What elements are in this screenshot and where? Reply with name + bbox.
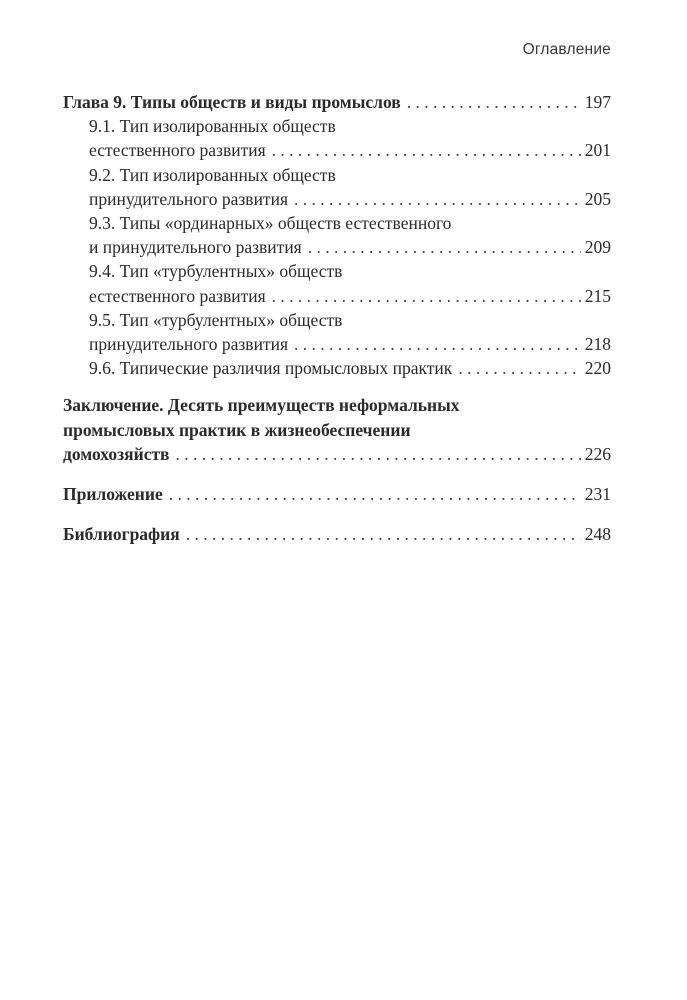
toc-entry-section-9-3[interactable] xyxy=(63,211,611,259)
toc-entry-bibliography[interactable] xyxy=(63,522,611,546)
toc-page-number: 197 xyxy=(584,92,611,112)
dot-leader xyxy=(294,187,581,211)
toc-entry-appendix[interactable] xyxy=(63,482,611,506)
toc-entry-title-line1: 9.5. Тип «турбулентных» обществ xyxy=(89,309,343,330)
toc-entry-section-9-1[interactable] xyxy=(63,114,611,162)
table-of-contents xyxy=(63,90,611,546)
dot-leader xyxy=(407,90,581,114)
toc-entry-conclusion[interactable] xyxy=(63,393,611,466)
toc-page-number: 218 xyxy=(584,334,611,355)
dot-leader xyxy=(186,522,581,546)
toc-entry-title-line2: и принудительного развития xyxy=(89,237,302,258)
toc-entry-title: Глава 9. Типы обществ и виды промыслов xyxy=(63,92,401,112)
toc-entry-title-line2: естественного развития xyxy=(89,140,266,161)
toc-entry-title-line1: 9.1. Тип изолированных обществ xyxy=(89,116,336,137)
dot-leader xyxy=(176,442,581,466)
toc-entry-section-9-2[interactable] xyxy=(63,163,611,211)
toc-entry-title: 9.6. Типические различия промысловых практик xyxy=(89,358,453,379)
toc-page-number: 248 xyxy=(584,524,611,545)
dot-leader xyxy=(272,138,581,162)
toc-page-number: 205 xyxy=(584,188,611,209)
dot-leader xyxy=(294,332,581,356)
toc-entry-title-line1: Заключение. Десять преимуществ неформальных xyxy=(63,395,460,416)
toc-entry-title-line2: естественного развития xyxy=(89,285,266,306)
toc-entry-section-9-5[interactable] xyxy=(63,308,611,356)
toc-page-number: 220 xyxy=(584,358,611,379)
toc-entry-title-line1: 9.3. Типы «ординарных» обществ естественного xyxy=(89,213,452,234)
toc-entry-title: Приложение xyxy=(63,484,163,505)
toc-entry-title: Библиография xyxy=(63,524,180,545)
toc-entry-title-line2: принудительного развития xyxy=(89,334,288,355)
toc-entry-chapter-9[interactable] xyxy=(63,90,611,114)
toc-page-number: 226 xyxy=(584,443,611,464)
toc-entry-title-line1: 9.2. Тип изолированных обществ xyxy=(89,164,336,185)
toc-page-number: 231 xyxy=(584,484,611,505)
toc-entry-title-line3: домохозяйств xyxy=(63,443,170,464)
running-header: Оглавление xyxy=(522,41,611,58)
toc-entry-section-9-4[interactable] xyxy=(63,259,611,307)
toc-page-number: 209 xyxy=(584,237,611,258)
toc-page-number: 201 xyxy=(584,140,611,161)
dot-leader xyxy=(272,284,581,308)
toc-entry-title-line1: 9.4. Тип «турбулентных» обществ xyxy=(89,261,343,282)
toc-entry-title-line2: промысловых практик в жизнеобеспечении xyxy=(63,419,411,440)
dot-leader xyxy=(458,356,580,380)
toc-page-number: 215 xyxy=(584,285,611,306)
toc-entry-section-9-6[interactable] xyxy=(63,356,611,380)
dot-leader xyxy=(169,482,581,506)
dot-leader xyxy=(308,235,581,259)
toc-entry-title-line2: принудительного развития xyxy=(89,188,288,209)
